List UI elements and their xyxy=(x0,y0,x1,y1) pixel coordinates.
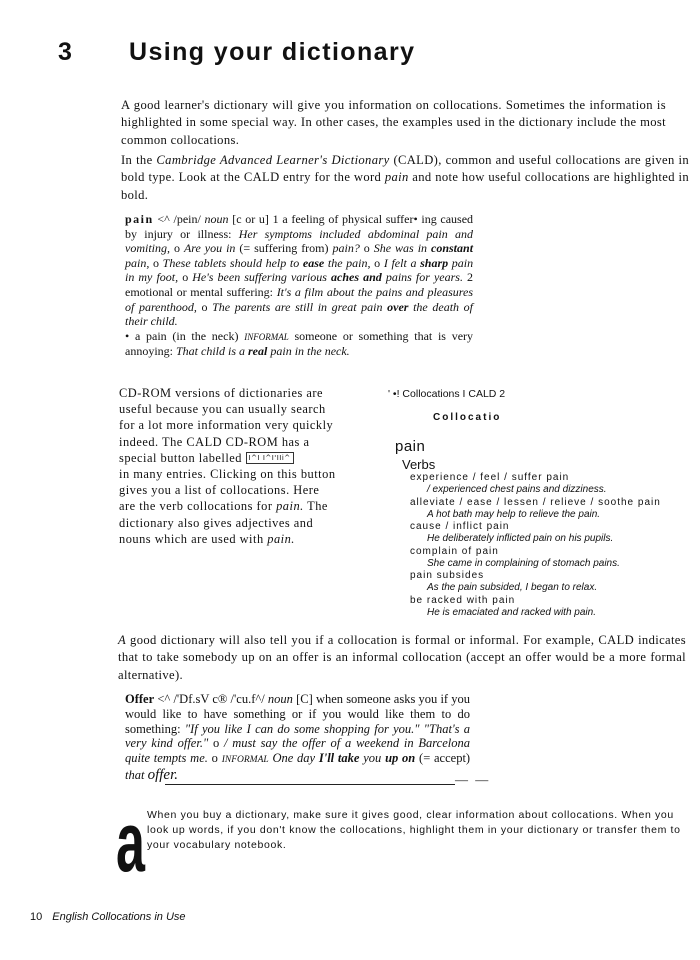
intro-text: and note how useful collocations are highlighted in bold. xyxy=(121,170,689,202)
example: pain in the neck. xyxy=(270,344,350,359)
intro-paragraph-1: A good learner's dictionary will give you information on collocations. Sometimes the information is highlighted in some special way. In other cases, the examples used in the dictionary include the most common collocations. xyxy=(121,98,666,147)
collocation: cause / inflict pain xyxy=(410,521,510,532)
text-fragment: are the verb collocations for xyxy=(119,499,273,514)
intro-paragraph-2 xyxy=(121,152,689,204)
section-heading: Verbs xyxy=(402,457,436,472)
part-of-speech: noun xyxy=(267,692,293,706)
example: you xyxy=(363,751,382,766)
bullet: • xyxy=(125,328,130,343)
text-line: indeed. The CALD CD-ROM has a xyxy=(119,434,310,449)
example: pain? xyxy=(332,241,360,256)
separator: o xyxy=(182,270,189,285)
pronunciation: <^ /pein/ xyxy=(157,212,201,226)
window-label: Collocatio xyxy=(433,412,502,423)
tip-icon-letter: a xyxy=(116,795,145,889)
page-number: 10 xyxy=(30,911,43,923)
grammar-code: [c or u] xyxy=(232,212,269,226)
book-title: Cambridge Advanced Learner's Dictionary xyxy=(156,153,390,167)
divider xyxy=(165,784,455,785)
collocation-bold: up on xyxy=(385,751,416,766)
collocation-bold: I'll take xyxy=(318,751,360,766)
example: It's a film about the pains and pleasures of parenthood, xyxy=(125,284,474,314)
register-label: INFORMAL xyxy=(221,755,269,766)
collocation-example: A hot bath may help to relieve the pain. xyxy=(427,508,601,520)
text-fragment: special button labelled xyxy=(119,450,242,465)
intro-text: (CALD), common and useful collocations are given in bold type. Look at the CALD entry for the word xyxy=(121,153,689,185)
example: pain, xyxy=(125,255,150,270)
collocation-bold: constant xyxy=(431,241,474,256)
example: "If you like I can do some shopping for you." "That's a very kind offer." xyxy=(125,721,471,751)
text-line: gives you a list of collocations. Here xyxy=(119,483,320,498)
example: offer. xyxy=(147,766,178,783)
separator: o xyxy=(153,255,159,270)
example: Are you in xyxy=(183,241,236,256)
headword: Offer xyxy=(125,692,155,706)
page-footer xyxy=(30,911,186,923)
example: / must say the offer of a weekend in Barcelona quite tempts me. xyxy=(125,736,470,766)
example: These tablets should help to xyxy=(162,255,300,270)
collocation-bold: sharp xyxy=(420,255,449,270)
text-line: CD-ROM versions of dictionaries are xyxy=(119,386,324,400)
example: He's been suffering various xyxy=(192,270,327,285)
collocation-list xyxy=(410,472,690,619)
collocation-bold: real xyxy=(248,344,268,359)
tip-text: When you buy a dictionary, make sure it gives good, clear information about collocations. When you look up words, if you don't know the collocations, highlight them in your dictionary or transfer them to your vocabulary notebook. xyxy=(147,809,681,851)
idiom: a pain (in the neck) xyxy=(134,328,239,343)
example: the death of their child. xyxy=(125,299,473,329)
text-line: in many entries. Clicking on this button xyxy=(119,467,336,482)
text-fragment: The xyxy=(307,499,328,514)
window-title: ' •! Collocations I CALD 2 xyxy=(388,388,506,400)
text-line: for a lot more information very quickly xyxy=(119,418,334,433)
collocation-example: He deliberately inflicted pain on his pupils. xyxy=(427,533,614,545)
collocation: alleviate / ease / lessen / relieve / soothe pain xyxy=(410,496,661,508)
definition: emotional or mental suffering: xyxy=(125,284,274,299)
collocation-example: / experienced chest pains and dizziness. xyxy=(427,484,607,496)
grammar-code: [C] xyxy=(296,692,313,706)
example-word: pain. xyxy=(267,531,295,546)
drop-word: A xyxy=(118,633,127,647)
example: pains for years. xyxy=(385,270,463,285)
collocations-button: I^I I^I'IIi^ xyxy=(246,452,294,464)
text-line xyxy=(119,450,369,466)
page-title: Using your dictionary xyxy=(129,38,416,66)
collocation: be racked with pain xyxy=(410,594,516,606)
example: I felt a xyxy=(383,255,417,270)
register-label: INFORMAL xyxy=(244,331,289,342)
pain-dictionary-entry xyxy=(125,212,473,359)
collocation-bold: aches and xyxy=(331,270,382,285)
unit-number: 3 xyxy=(58,38,72,66)
separator: o xyxy=(363,241,370,256)
definition: when someone asks you if you would like to have something or if you would like them to do something: xyxy=(125,692,471,736)
separator: o xyxy=(374,255,381,270)
gloss: (= accept) xyxy=(419,751,471,766)
pronunciation: <^ /'Df.sV c® /'cu.f^/ xyxy=(157,692,265,706)
book-title: English Collocations in Use xyxy=(52,911,186,923)
entry-word: pain xyxy=(395,438,426,455)
example: The parents are still in great pain xyxy=(212,299,383,314)
collocation: complain of pain xyxy=(410,545,499,557)
example-word: pain. xyxy=(276,499,304,514)
text-fragment: nouns which are used with xyxy=(119,531,264,546)
example: She was in xyxy=(373,241,428,256)
collocation-example: He is emaciated and racked with pain. xyxy=(427,606,596,618)
separator: o xyxy=(201,299,208,314)
separator: o xyxy=(211,751,218,766)
collocation-bold: over xyxy=(387,299,409,314)
text-line: dictionary also gives adjectives and xyxy=(119,515,314,530)
definition: a feeling of physical suffer• ing caused by injury or illness: xyxy=(125,212,474,241)
example: the pain, xyxy=(327,255,371,270)
dashes: — — xyxy=(455,772,491,787)
example: that xyxy=(125,767,145,782)
separator: o xyxy=(173,241,180,256)
paragraph-text: good dictionary will also tell you if a collocation is formal or informal. For example, CALD indicates that to take somebody up on an offer is an informal collocation (accept an offer would be a more formal alternative). xyxy=(118,633,686,682)
formal-paragraph xyxy=(118,632,686,684)
headword: pain xyxy=(125,212,154,226)
text-line: useful because you can usually search xyxy=(119,402,326,417)
sense-number: 2 xyxy=(467,270,474,285)
example-word: pain xyxy=(384,170,409,185)
example: One day xyxy=(272,751,316,766)
collocation: experience / feel / suffer pain xyxy=(410,472,570,483)
definition: someone or something that is very annoying: xyxy=(125,328,474,359)
example: Her symptoms included abdominal pain and vomiting, xyxy=(125,226,474,256)
text-line xyxy=(119,531,369,547)
collocation: pain subsides xyxy=(410,570,485,581)
sense-number: 1 xyxy=(272,212,279,226)
example: pain in my foot, xyxy=(125,255,474,285)
text-line xyxy=(119,498,369,514)
gloss: (= suffering from) xyxy=(239,241,329,256)
separator: o xyxy=(212,736,220,751)
collocation-example: As the pain subsided, I began to relax. xyxy=(427,582,598,594)
part-of-speech: noun xyxy=(204,212,229,226)
collocation-example: She came in complaining of stomach pains. xyxy=(427,557,620,569)
collocation-bold: ease xyxy=(302,255,325,270)
example: That child is a xyxy=(176,344,246,359)
offer-dictionary-entry xyxy=(125,692,470,783)
cdrom-paragraph xyxy=(119,385,369,547)
intro-text: In the xyxy=(121,153,157,167)
